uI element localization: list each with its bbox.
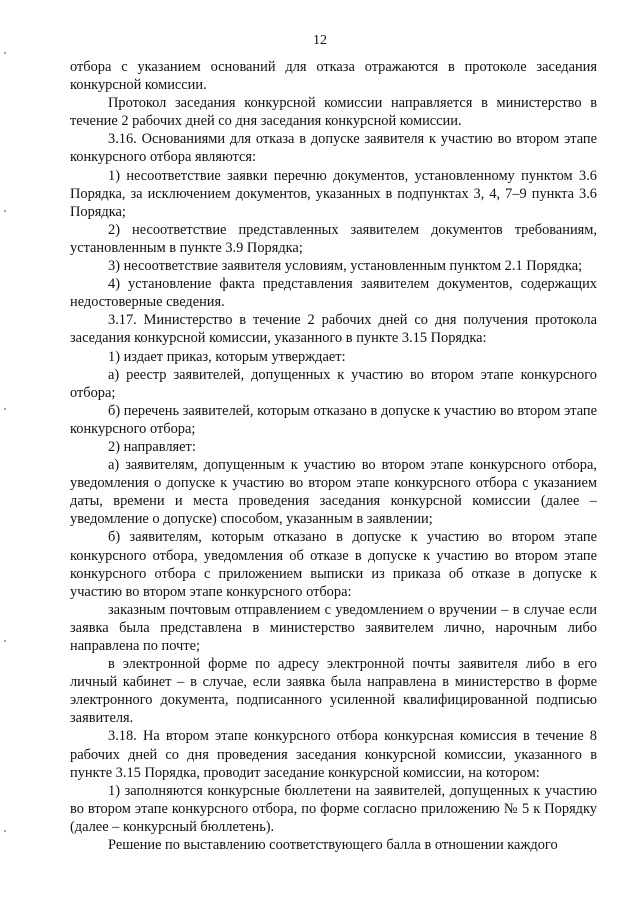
paragraph-section-3-18: 3.18. На втором этапе конкурсного отбора конкурсная комиссия в течение 8 рабочих дней со дня проведения заседания конкурсной комиссии, указанного в пункте 3.15 Порядка, проводит заседание конкурсной комиссии, на котором: [70, 728, 597, 781]
scan-speck [4, 408, 6, 410]
paragraph: Протокол заседания конкурсной комиссии направляется в министерство в течение 2 рабочих дней со дня заседания конкурсной комиссии. [70, 95, 597, 130]
scan-speck [4, 210, 6, 212]
paragraph: отбора с указанием оснований для отказа отражаются в протоколе заседания конкурсной комиссии. [70, 59, 597, 94]
page-number: 12 [313, 33, 327, 48]
list-item: б) перечень заявителей, которым отказано в допуске к участию во втором этапе конкурсного отбора; [70, 402, 597, 437]
list-item: б) заявителям, которым отказано в допуске к участию во втором этапе конкурсного отбора, уведомления об отказе в допуске к участию во втором этапе конкурсного отбора с приложением выписки из приказа об отказе в допуске к участию во втором этапе конкурсного отбора: [70, 529, 597, 600]
paragraph: Решение по выставлению соответствующего балла в отношении каждого [108, 837, 558, 854]
scan-speck [4, 640, 6, 642]
paragraph: заказным почтовым отправлением с уведомлением о вручении – в случае если заявка была представлена в министерство заявителем лично, нарочным либо направлена по почте; [70, 601, 597, 654]
list-item: 4) установление факта представления заявителем документов, содержащих недостоверные сведения. [70, 276, 597, 311]
paragraph-section-3-16: 3.16. Основаниями для отказа в допуске заявителя к участию во втором этапе конкурсного отбора являются: [70, 131, 597, 166]
list-item: а) реестр заявителей, допущенных к участию во втором этапе конкурсного отбора; [70, 366, 597, 401]
list-item: 2) направляет: [108, 438, 196, 455]
list-item: 2) несоответствие представленных заявителем документов требованиям, установленным в пункте 3.9 Порядка; [70, 221, 597, 256]
list-item: 1) издает приказ, которым утверждает: [108, 348, 346, 365]
list-item: а) заявителям, допущенным к участию во втором этапе конкурсного отбора, уведомления о допуске к участию во втором этапе конкурсного отбора с указанием даты, времени и места проведения заседания конкурсной комиссии (далее – уведомление о допуске) способом, указанным в заявлении; [70, 457, 597, 528]
scan-speck [4, 52, 6, 54]
list-item: 1) заполняются конкурсные бюллетени на заявителей, допущенных к участию во втором этапе конкурсного отбора, по форме согласно приложению № 5 к Порядку (далее – конкурсный бюллетень). [70, 782, 597, 835]
paragraph-section-3-17: 3.17. Министерство в течение 2 рабочих дней со дня получения протокола заседания конкурсной комиссии, указанного в пункте 3.15 Порядка: [70, 312, 597, 347]
list-item: 3) несоответствие заявителя условиям, установленным пунктом 2.1 Порядка; [108, 258, 583, 275]
scan-speck [4, 830, 6, 832]
paragraph: в электронной форме по адресу электронной почты заявителя либо в его личный кабинет – в случае, если заявка была направлена в министерство в форме электронного документа, подписанного усиленной квалифицированной подписью заявителя. [70, 656, 597, 727]
list-item: 1) несоответствие заявки перечню документов, установленному пунктом 3.6 Порядка, за исключением документов, указанных в подпунктах 3, 4, 7–9 пункта 3.6 Порядка; [70, 167, 597, 220]
document-body [70, 58, 597, 854]
